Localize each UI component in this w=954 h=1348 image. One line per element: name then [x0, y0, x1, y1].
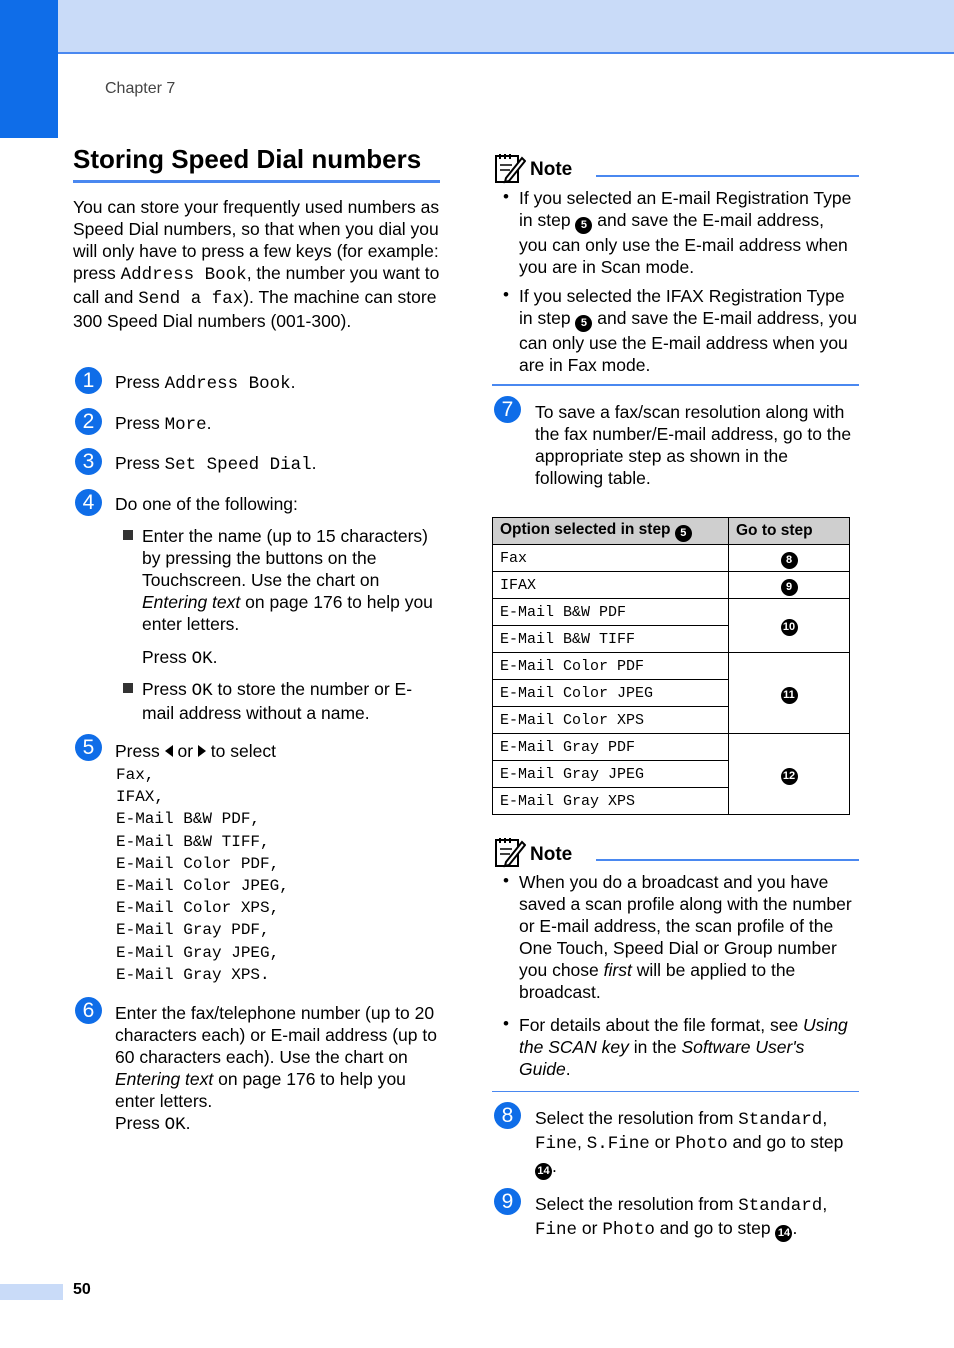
- step-options-table: [492, 517, 850, 815]
- step-9-badge: 9: [494, 1188, 521, 1215]
- note-2-bullet-1-dot: •: [503, 871, 509, 890]
- list-item: E-Mail B&W PDF,: [116, 810, 261, 829]
- note-2-bullet-2: For details about the file format, see Using the SCAN key in the Software User's Guide.: [519, 1015, 848, 1079]
- list-item: E-Mail Color XPS,: [116, 899, 280, 918]
- note-1-bullet-1: If you selected an E-mail Registration Type in step 5 and save the E-mail address, you can only use the E-mail address when you are in Scan mode.: [519, 188, 852, 277]
- step-4-text: Do one of the following:: [115, 494, 298, 514]
- table-row: IFAX 9: [493, 572, 850, 599]
- note-1-header-rule: [596, 175, 859, 177]
- list-item: E-Mail Color JPEG,: [116, 877, 289, 896]
- list-item: E-Mail Gray XPS.: [116, 965, 270, 984]
- note-1-bullet-2-dot: •: [503, 285, 509, 304]
- section-title: Storing Speed Dial numbers: [73, 144, 440, 183]
- note-2-bullet-2-dot: •: [503, 1014, 509, 1033]
- step-9-text: Select the resolution from Standard, Fine or Photo and go to step 14 .: [535, 1194, 828, 1240]
- note-1-bullet-2: If you selected the IFAX Registration Type in step 5 and save the E-mail address, you can only use the E-mail address when you are in Fax mode.: [519, 286, 858, 375]
- table-row: E-Mail Color PDF 11: [493, 653, 850, 680]
- note-2-bottom-rule: [492, 1091, 859, 1092]
- chapter-tab: [0, 0, 58, 138]
- step-4-option-1: Enter the name (up to 15 characters) by pressing the buttons on the Touchscreen. Use the chart on Entering text on page 176 to help you enter letters.: [142, 526, 433, 634]
- step-1-text: Press Address Book.: [115, 372, 296, 394]
- step-6-badge: 6: [75, 997, 102, 1024]
- table-row: Fax 8: [493, 545, 850, 572]
- header-band: [0, 0, 954, 54]
- note-1-bullet-1-dot: •: [503, 187, 509, 206]
- step-3-badge: 3: [75, 448, 102, 475]
- list-item: IFAX,: [116, 788, 165, 807]
- step-4-option-1-press: Press OK.: [142, 647, 218, 669]
- step-8-badge: 8: [494, 1102, 521, 1129]
- step-2-text: Press More.: [115, 413, 212, 435]
- col-header-option: Option selected in step 5: [493, 518, 729, 545]
- step-7-text: To save a fax/scan resolution along with the fax number/E-mail address, go to the appropriate step as shown in the following table.: [535, 402, 852, 488]
- note-1-label: Note: [530, 159, 573, 180]
- step-5-text: Press or to select: [115, 741, 276, 761]
- step-7-badge: 7: [494, 396, 521, 423]
- square-bullet-icon: [123, 530, 133, 540]
- table-row: E-Mail Gray PDF 12: [493, 734, 850, 761]
- table-row: E-Mail Gray XPS: [493, 788, 850, 815]
- step-8-text: Select the resolution from Standard, Fine, S.Fine or Photo and go to step 14 .: [535, 1107, 855, 1180]
- page-number: 50: [73, 1281, 91, 1298]
- step-2-badge: 2: [75, 408, 102, 435]
- step-5-option-list: [116, 764, 289, 986]
- square-bullet-icon: [123, 683, 133, 693]
- right-arrow-icon: [198, 745, 206, 757]
- step-4-badge: 4: [75, 489, 102, 516]
- list-item: E-Mail Color PDF,: [116, 854, 280, 873]
- note-pencil-icon: [494, 836, 526, 868]
- footer-band: [0, 1284, 63, 1300]
- list-item: Fax,: [116, 766, 155, 784]
- list-item: E-Mail Gray JPEG,: [116, 943, 280, 962]
- note-2-header-rule: [596, 859, 859, 861]
- list-item: E-Mail B&W TIFF,: [116, 832, 270, 851]
- note-2-label: Note: [530, 844, 573, 865]
- table-row: E-Mail B&W TIFF: [493, 626, 850, 653]
- chapter-label: Chapter 7: [105, 80, 176, 97]
- table-header-row: [493, 518, 850, 545]
- step-3-text: Press Set Speed Dial.: [115, 453, 317, 475]
- step-5-badge: 5: [75, 734, 102, 761]
- table-row: E-Mail B&W PDF 10: [493, 599, 850, 626]
- table-row: E-Mail Gray JPEG: [493, 761, 850, 788]
- step-1-badge: 1: [75, 367, 102, 394]
- note-2-bullet-1: When you do a broadcast and you have saved a scan profile along with the number or E-mail address, the scan profile of the One Touch, Speed Dial or Group number you chose first will be applied to the broadcast.: [519, 872, 852, 1002]
- left-arrow-icon: [165, 745, 173, 757]
- table-row: E-Mail Color XPS: [493, 707, 850, 734]
- col-header-goto: Go to step: [729, 518, 850, 545]
- step-4-option-2: Press OK to store the number or E-mail address without a name.: [142, 679, 413, 723]
- table-row: E-Mail Color JPEG: [493, 680, 850, 707]
- note-1-bottom-rule: [492, 384, 859, 386]
- intro-paragraph: You can store your frequently used numbers as Speed Dial numbers, so that when you dial you will only have to press a few keys (for example: press Address Book, the number you want to call and Send a fax). The machine can store 300 Speed Dial numbers (001-300).: [73, 197, 440, 331]
- note-pencil-icon: [494, 152, 526, 184]
- list-item: E-Mail Gray PDF,: [116, 921, 270, 940]
- step-6-text: Enter the fax/telephone number (up to 20 characters each) or E-mail address (up to 60 characters each). Use the chart on Entering text on page 176 to help you enter letters. Press OK.: [115, 1003, 437, 1135]
